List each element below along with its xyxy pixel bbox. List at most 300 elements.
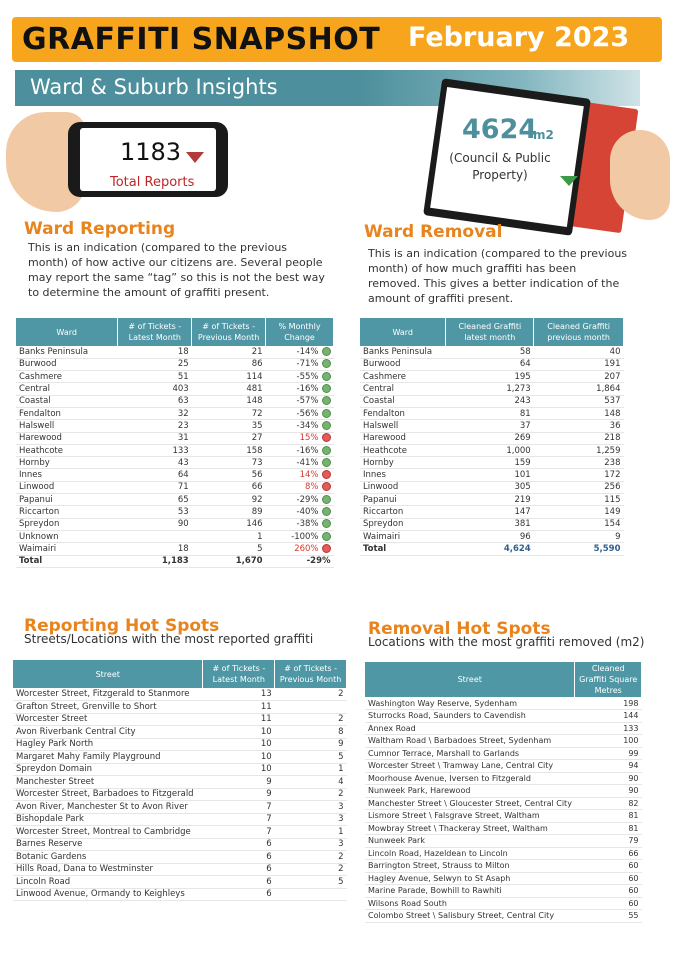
monthly-change-cell — [266, 530, 334, 542]
street-cell: Spreydon Domain — [13, 763, 203, 776]
cleaned-area-cell: 60 — [575, 885, 642, 898]
cleaned-previous-cell: 537 — [534, 395, 624, 407]
ward-name-cell: Burwood — [360, 358, 446, 370]
table-row — [365, 872, 642, 885]
table-row — [13, 738, 347, 751]
increase-indicator-icon — [322, 433, 331, 442]
latest-tickets-cell: 6 — [203, 851, 275, 864]
table-row — [360, 346, 624, 358]
table-row — [360, 530, 624, 542]
cleaned-previous-cell: 207 — [534, 371, 624, 383]
latest-tickets-cell: 64 — [118, 469, 192, 481]
previous-tickets-cell: 114 — [192, 371, 266, 383]
table-row — [360, 481, 624, 493]
previous-tickets-cell: 8 — [275, 726, 347, 739]
cleaned-previous-cell: 172 — [534, 469, 624, 481]
previous-tickets-cell: 9 — [275, 738, 347, 751]
latest-tickets-cell: 90 — [118, 518, 192, 530]
monthly-change-cell — [266, 420, 334, 432]
latest-tickets-cell: 9 — [203, 788, 275, 801]
previous-tickets-cell: 66 — [192, 481, 266, 493]
monthly-change-cell — [266, 358, 334, 370]
street-cell: Wilsons Road South — [365, 897, 575, 910]
cleaned-area-cell: 198 — [575, 697, 642, 710]
column-header: # of Tickets - Previous Month — [192, 318, 266, 346]
column-header: # of Tickets - Latest Month — [203, 660, 275, 688]
column-header: % Monthly Change — [266, 318, 334, 346]
latest-tickets-cell: 7 — [203, 813, 275, 826]
table-row — [365, 722, 642, 735]
table-row — [365, 697, 642, 710]
table-row — [365, 822, 642, 835]
latest-tickets-cell: 7 — [203, 826, 275, 839]
table-row — [16, 371, 334, 383]
cleaned-previous-cell: 154 — [534, 518, 624, 530]
cleaned-area-cell: 66 — [575, 847, 642, 860]
table-row — [360, 469, 624, 481]
cleaned-latest-cell: 381 — [446, 518, 534, 530]
previous-tickets-cell: 1 — [275, 826, 347, 839]
cleaned-previous-cell: 148 — [534, 407, 624, 419]
latest-tickets-cell: 18 — [118, 346, 192, 358]
street-cell: Lincoln Road — [13, 876, 203, 889]
street-cell: Cumnor Terrace, Marshall to Garlands — [365, 747, 575, 760]
previous-tickets-cell: 1 — [275, 763, 347, 776]
latest-tickets-cell: 65 — [118, 494, 192, 506]
previous-tickets-cell: 4 — [275, 776, 347, 789]
total-latest: 4,624 — [446, 543, 534, 555]
previous-tickets-cell: 21 — [192, 346, 266, 358]
previous-tickets-cell: 148 — [192, 395, 266, 407]
table-row — [13, 751, 347, 764]
latest-tickets-cell: 10 — [203, 763, 275, 776]
ward-name-cell: Unknown — [16, 530, 118, 542]
ward-removal-description: This is an indication (compared to the previous month) of how much graffiti has been removed. This gives a better indication of the amount of graffiti present. — [368, 247, 628, 305]
monthly-change-value: -38% — [296, 519, 319, 530]
ward-name-cell: Harewood — [16, 432, 118, 444]
previous-tickets-cell: 92 — [192, 494, 266, 506]
ward-name-cell: Heathcote — [360, 444, 446, 456]
table-row — [365, 835, 642, 848]
table-row — [360, 494, 624, 506]
monthly-change-value: -41% — [296, 457, 319, 468]
table-row — [365, 885, 642, 898]
ward-name-cell: Burwood — [16, 358, 118, 370]
decrease-indicator-icon — [322, 458, 331, 467]
table-row — [13, 688, 347, 701]
monthly-change-cell — [266, 518, 334, 530]
table-row — [360, 407, 624, 419]
latest-tickets-cell: 10 — [203, 726, 275, 739]
latest-tickets-cell: 25 — [118, 358, 192, 370]
table-row — [365, 860, 642, 873]
table-row — [360, 358, 624, 370]
removal-hotspots-heading: Removal Hot Spots — [368, 619, 551, 639]
ward-name-cell: Waimairi — [16, 543, 118, 555]
ward-name-cell: Coastal — [360, 395, 446, 407]
ward-name-cell: Heathcote — [16, 444, 118, 456]
latest-tickets-cell: 6 — [203, 888, 275, 901]
decrease-indicator-icon — [322, 347, 331, 356]
table-row — [16, 432, 334, 444]
street-cell: Washington Way Reserve, Sydenham — [365, 697, 575, 710]
street-cell: Manchester Street — [13, 776, 203, 789]
monthly-change-cell — [266, 494, 334, 506]
street-cell: Hagley Park North — [13, 738, 203, 751]
street-cell: Hills Road, Dana to Westminster — [13, 863, 203, 876]
decrease-indicator-icon — [322, 532, 331, 541]
column-header: Street — [365, 662, 575, 697]
latest-tickets-cell: 53 — [118, 506, 192, 518]
table-row — [13, 776, 347, 789]
cleaned-latest-cell: 101 — [446, 469, 534, 481]
previous-tickets-cell: 72 — [192, 407, 266, 419]
increase-indicator-icon — [322, 470, 331, 479]
table-row — [365, 760, 642, 773]
cleaned-area-cell: 55 — [575, 910, 642, 923]
increase-indicator-icon — [322, 482, 331, 491]
previous-tickets-cell: 1 — [192, 530, 266, 542]
previous-tickets-cell: 3 — [275, 813, 347, 826]
decrease-indicator-icon — [322, 519, 331, 528]
latest-tickets-cell: 9 — [203, 776, 275, 789]
page-title: GRAFFITI SNAPSHOT — [22, 22, 381, 57]
table-row — [360, 383, 624, 395]
latest-tickets-cell: 6 — [203, 838, 275, 851]
removal-hotspots-subtitle: Locations with the most graffiti removed (m2) — [368, 635, 645, 649]
total-latest: 1,183 — [118, 555, 192, 567]
cleaned-latest-cell: 64 — [446, 358, 534, 370]
cleaned-latest-cell: 269 — [446, 432, 534, 444]
previous-tickets-cell: 86 — [192, 358, 266, 370]
ward-name-cell: Hornby — [16, 457, 118, 469]
cleaned-latest-cell: 37 — [446, 420, 534, 432]
cleaned-previous-cell: 40 — [534, 346, 624, 358]
decrease-indicator-icon — [322, 384, 331, 393]
cleaned-area-cell: 82 — [575, 797, 642, 810]
table-row — [13, 863, 347, 876]
latest-tickets-cell: 32 — [118, 407, 192, 419]
cleaned-previous-cell: 1,259 — [534, 444, 624, 456]
monthly-change-value: 15% — [299, 433, 319, 444]
removed-area-value: 4624 — [462, 114, 538, 145]
previous-tickets-cell: 5 — [192, 543, 266, 555]
street-cell: Lismore Street \ Falsgrave Street, Waltham — [365, 810, 575, 823]
table-row — [365, 910, 642, 923]
table-row — [13, 801, 347, 814]
cleaned-area-cell: 90 — [575, 772, 642, 785]
ward-name-cell: Spreydon — [360, 518, 446, 530]
table-row — [13, 701, 347, 714]
reporting-hotspots-heading: Reporting Hot Spots — [24, 616, 220, 636]
monthly-change-value: 14% — [299, 470, 319, 481]
ward-name-cell: Halswell — [16, 420, 118, 432]
table-row — [16, 346, 334, 358]
street-cell: Lincoln Road, Hazeldean to Lincoln — [365, 847, 575, 860]
table-row — [16, 407, 334, 419]
table-row — [360, 371, 624, 383]
cleaned-area-cell: 100 — [575, 735, 642, 748]
previous-tickets-cell: 2 — [275, 688, 347, 701]
previous-tickets-cell: 2 — [275, 788, 347, 801]
monthly-change-value: -56% — [296, 408, 319, 419]
street-cell: Linwood Avenue, Ormandy to Keighleys — [13, 888, 203, 901]
street-cell: Sturrocks Road, Saunders to Cavendish — [365, 710, 575, 723]
latest-tickets-cell: 11 — [203, 713, 275, 726]
removed-area-label: (Council & Public Property) — [449, 151, 551, 182]
table-row — [13, 763, 347, 776]
previous-tickets-cell: 158 — [192, 444, 266, 456]
cleaned-latest-cell: 1,000 — [446, 444, 534, 456]
ward-name-cell: Papanui — [360, 494, 446, 506]
monthly-change-cell — [266, 346, 334, 358]
street-cell: Avon Riverbank Central City — [13, 726, 203, 739]
table-row — [365, 897, 642, 910]
street-cell: Marine Parade, Bowhill to Rawhiti — [365, 885, 575, 898]
table-row — [365, 810, 642, 823]
previous-tickets-cell — [275, 888, 347, 901]
cleaned-latest-cell: 1,273 — [446, 383, 534, 395]
cleaned-previous-cell: 149 — [534, 506, 624, 518]
cleaned-latest-cell: 96 — [446, 530, 534, 542]
trend-down-icon — [186, 152, 204, 163]
street-cell: Moorhouse Avenue, Iversen to Fitzgerald — [365, 772, 575, 785]
removal-hotspots-table — [365, 662, 642, 923]
previous-tickets-cell: 27 — [192, 432, 266, 444]
monthly-change-value: -16% — [296, 445, 319, 456]
ward-name-cell: Fendalton — [16, 407, 118, 419]
cleaned-previous-cell: 36 — [534, 420, 624, 432]
table-row — [365, 747, 642, 760]
table-row — [13, 851, 347, 864]
street-cell: Nunweek Park, Harewood — [365, 785, 575, 798]
ward-name-cell: Cashmere — [360, 371, 446, 383]
table-row — [16, 506, 334, 518]
table-row — [16, 444, 334, 456]
cleaned-latest-cell: 195 — [446, 371, 534, 383]
monthly-change-cell — [266, 457, 334, 469]
previous-tickets-cell: 3 — [275, 801, 347, 814]
column-header: # of Tickets - Latest Month — [118, 318, 192, 346]
total-label: Total — [360, 543, 446, 555]
ward-name-cell: Linwood — [360, 481, 446, 493]
monthly-change-cell — [266, 407, 334, 419]
street-cell: Worcester Street, Fitzgerald to Stanmore — [13, 688, 203, 701]
table-row — [13, 726, 347, 739]
cleaned-area-cell: 60 — [575, 860, 642, 873]
monthly-change-cell — [266, 481, 334, 493]
table-row — [13, 876, 347, 889]
street-cell: Worcester Street, Barbadoes to Fitzgerald — [13, 788, 203, 801]
monthly-change-value: 260% — [294, 543, 319, 554]
latest-tickets-cell: 10 — [203, 738, 275, 751]
decrease-indicator-icon — [322, 372, 331, 381]
latest-tickets-cell: 63 — [118, 395, 192, 407]
previous-tickets-cell: 3 — [275, 838, 347, 851]
column-header: Cleaned Graffiti previous month — [534, 318, 624, 346]
street-cell: Barnes Reserve — [13, 838, 203, 851]
latest-tickets-cell: 18 — [118, 543, 192, 555]
decrease-indicator-icon — [322, 446, 331, 455]
previous-tickets-cell: 56 — [192, 469, 266, 481]
table-row — [360, 395, 624, 407]
table-row — [360, 506, 624, 518]
cleaned-area-cell: 60 — [575, 897, 642, 910]
previous-tickets-cell: 2 — [275, 863, 347, 876]
latest-tickets-cell — [118, 530, 192, 542]
decrease-indicator-icon — [322, 495, 331, 504]
latest-tickets-cell: 7 — [203, 801, 275, 814]
ward-reporting-heading: Ward Reporting — [24, 219, 176, 239]
decrease-indicator-icon — [322, 421, 331, 430]
previous-tickets-cell: 2 — [275, 713, 347, 726]
ward-name-cell: Riccarton — [360, 506, 446, 518]
street-cell: Grafton Street, Grenville to Short — [13, 701, 203, 714]
monthly-change-value: -57% — [296, 396, 319, 407]
table-row — [360, 518, 624, 530]
previous-tickets-cell: 5 — [275, 876, 347, 889]
street-cell: Hagley Avenue, Selwyn to St Asaph — [365, 872, 575, 885]
cleaned-previous-cell: 218 — [534, 432, 624, 444]
latest-tickets-cell: 13 — [203, 688, 275, 701]
report-date: February 2023 — [408, 22, 630, 53]
street-cell: Avon River, Manchester St to Avon River — [13, 801, 203, 814]
cleaned-area-cell: 60 — [575, 872, 642, 885]
ward-removal-heading: Ward Removal — [364, 222, 503, 242]
table-row — [360, 432, 624, 444]
street-cell: Worcester Street \ Tramway Lane, Central City — [365, 760, 575, 773]
monthly-change-cell — [266, 444, 334, 456]
latest-tickets-cell: 6 — [203, 876, 275, 889]
ward-name-cell: Waimairi — [360, 530, 446, 542]
total-change: -29% — [266, 555, 334, 567]
decrease-indicator-icon — [322, 409, 331, 418]
street-cell: Botanic Gardens — [13, 851, 203, 864]
monthly-change-cell — [266, 395, 334, 407]
decrease-indicator-icon — [322, 359, 331, 368]
street-cell: Worcester Street — [13, 713, 203, 726]
ward-name-cell: Linwood — [16, 481, 118, 493]
latest-tickets-cell: 31 — [118, 432, 192, 444]
ward-name-cell: Fendalton — [360, 407, 446, 419]
ward-reporting-description: This is an indication (compared to the previous month) of how active our citizens are. Several people may report the same “tag” so this is not the best way to determine the amount of graffiti present. — [28, 241, 325, 299]
monthly-change-cell — [266, 383, 334, 395]
monthly-change-value: -71% — [296, 359, 319, 370]
cleaned-previous-cell: 9 — [534, 530, 624, 542]
table-row — [365, 735, 642, 748]
ward-name-cell: Papanui — [16, 494, 118, 506]
cleaned-area-cell: 90 — [575, 785, 642, 798]
table-row — [365, 797, 642, 810]
monthly-change-value: -16% — [296, 384, 319, 395]
monthly-change-cell — [266, 371, 334, 383]
street-cell: Barrington Street, Strauss to Milton — [365, 860, 575, 873]
latest-tickets-cell: 71 — [118, 481, 192, 493]
ward-name-cell: Banks Peninsula — [360, 346, 446, 358]
monthly-change-value: -34% — [296, 420, 319, 431]
table-row — [16, 469, 334, 481]
latest-tickets-cell: 23 — [118, 420, 192, 432]
column-header: Cleaned Graffiti Square Metres — [575, 662, 642, 697]
table-row — [365, 847, 642, 860]
cleaned-previous-cell: 256 — [534, 481, 624, 493]
total-previous: 1,670 — [192, 555, 266, 567]
cleaned-latest-cell: 81 — [446, 407, 534, 419]
previous-tickets-cell: 146 — [192, 518, 266, 530]
previous-tickets-cell: 89 — [192, 506, 266, 518]
ward-name-cell: Halswell — [360, 420, 446, 432]
ward-name-cell: Coastal — [16, 395, 118, 407]
ward-name-cell: Harewood — [360, 432, 446, 444]
column-header: Street — [13, 660, 203, 688]
column-header: Cleaned Graffiti latest month — [446, 318, 534, 346]
previous-tickets-cell: 35 — [192, 420, 266, 432]
latest-tickets-cell: 403 — [118, 383, 192, 395]
street-cell: Margaret Mahy Family Playground — [13, 751, 203, 764]
total-row — [360, 543, 624, 555]
monthly-change-cell — [266, 543, 334, 555]
column-header: # of Tickets - Previous Month — [275, 660, 347, 688]
street-cell: Mowbray Street \ Thackeray Street, Waltham — [365, 822, 575, 835]
table-row — [16, 543, 334, 555]
ward-name-cell: Central — [360, 383, 446, 395]
previous-tickets-cell: 5 — [275, 751, 347, 764]
street-cell: Waltham Road \ Barbadoes Street, Sydenham — [365, 735, 575, 748]
street-cell: Worcester Street, Montreal to Cambridge — [13, 826, 203, 839]
ward-reporting-table — [16, 318, 334, 568]
reporting-hotspots-subtitle: Streets/Locations with the most reported graffiti — [24, 632, 314, 646]
cleaned-latest-cell: 243 — [446, 395, 534, 407]
table-row — [13, 888, 347, 901]
reporting-hotspots-table — [13, 660, 347, 901]
total-previous: 5,590 — [534, 543, 624, 555]
monthly-change-value: -29% — [296, 494, 319, 505]
street-cell: Nunweek Park — [365, 835, 575, 848]
table-row — [365, 710, 642, 723]
total-row — [16, 555, 334, 567]
table-row — [16, 530, 334, 542]
table-row — [13, 826, 347, 839]
cleaned-previous-cell: 1,864 — [534, 383, 624, 395]
removed-area-unit: m2 — [533, 128, 554, 142]
latest-tickets-cell: 43 — [118, 457, 192, 469]
table-row — [360, 457, 624, 469]
previous-tickets-cell: 73 — [192, 457, 266, 469]
cleaned-previous-cell: 115 — [534, 494, 624, 506]
cleaned-latest-cell: 159 — [446, 457, 534, 469]
monthly-change-cell — [266, 469, 334, 481]
table-row — [13, 788, 347, 801]
table-row — [360, 420, 624, 432]
trend-down-icon — [560, 176, 578, 186]
cleaned-area-cell: 94 — [575, 760, 642, 773]
table-row — [16, 395, 334, 407]
column-header: Ward — [16, 318, 118, 346]
street-cell: Colombo Street \ Salisbury Street, Central City — [365, 910, 575, 923]
table-row — [16, 383, 334, 395]
previous-tickets-cell: 481 — [192, 383, 266, 395]
ward-name-cell: Cashmere — [16, 371, 118, 383]
ward-name-cell: Innes — [360, 469, 446, 481]
decrease-indicator-icon — [322, 396, 331, 405]
cleaned-area-cell: 144 — [575, 710, 642, 723]
table-row — [13, 713, 347, 726]
cleaned-latest-cell: 147 — [446, 506, 534, 518]
ward-removal-table — [360, 318, 624, 556]
increase-indicator-icon — [322, 544, 331, 553]
latest-tickets-cell: 51 — [118, 371, 192, 383]
table-row — [16, 420, 334, 432]
